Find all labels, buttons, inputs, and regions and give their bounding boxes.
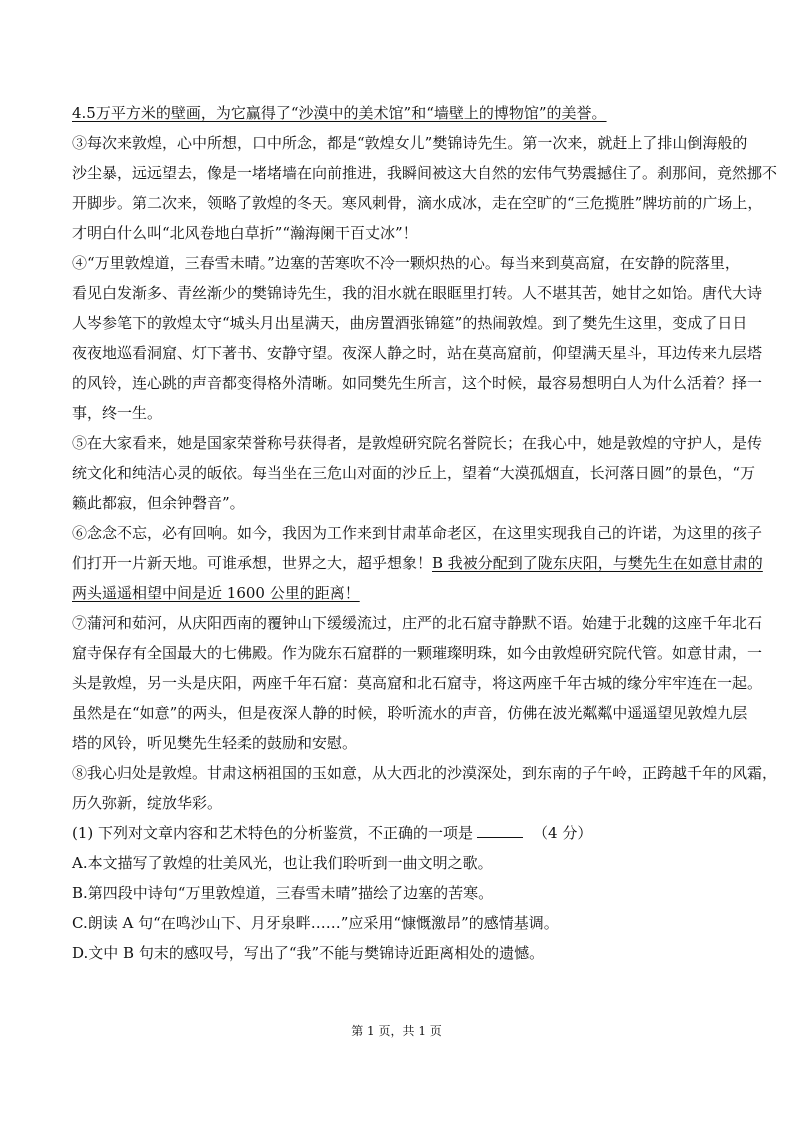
text-line: 籁此都寂，但余钟磬音”。 bbox=[72, 494, 245, 512]
text-line: 4.5万平方米的壁画，为它赢得了“沙漠中的美术馆”和“墙壁上的博物馆”的美誉。 bbox=[72, 104, 607, 122]
text-line: 统文化和纯洁心灵的皈依。每当坐在三危山对面的沙丘上，望着“大漠孤烟直，长河落日圆”的景色，“万 bbox=[72, 464, 756, 482]
option-b: B.第四段中诗句“万里敦煌道，三春雪未晴”描绘了边塞的苦寒。 bbox=[72, 884, 494, 902]
text-line: ⑧我心归处是敦煌。甘肃这柄祖国的玉如意，从大西北的沙漠深处，到东南的子午岭，正跨越千年的风霜， bbox=[72, 764, 778, 782]
text-line: 事，终一生。 bbox=[72, 404, 163, 422]
text-line: ⑤在大家看来，她是国家荣誉称号获得者，是敦煌研究院名誉院长；在我心中，她是敦煌的守护人，是传 bbox=[72, 434, 763, 452]
text-line: 夜夜地巡看洞窟、灯下著书、安静守望。夜深人静之时，站在莫高窟前，仰望满天星斗，耳边传来九层塔 bbox=[72, 344, 763, 362]
text-segment: ⑥念念不忘，必有回响。如今，我因为工作来到甘肃革命老区，在这里实现我自己的许诺，为这里的孩子 bbox=[72, 524, 763, 542]
text-line: ④“万里敦煌道，三春雪未晴。”边塞的苦寒吹不冷一颗炽热的心。每当来到莫高窟，在安静的院落里， bbox=[72, 254, 740, 272]
text-line: 才明白什么叫“北风卷地白草折”“瀚海阑干百丈冰”！ bbox=[72, 224, 418, 242]
option-c: C.朗读 A 句“在鸣沙山下、月牙泉畔……”应采用“慷慨激昂”的感情基调。 bbox=[72, 914, 559, 932]
answer-blank[interactable] bbox=[477, 823, 523, 838]
question-score: （4 分） bbox=[533, 824, 593, 842]
text-line: ⑦蒲河和茹河，从庆阳西南的覆钟山下缓缓流过，庄严的北石窟寺静默不语。始建于北魏的这座千年北石 bbox=[72, 614, 763, 632]
text-line: 头是敦煌，另一头是庆阳，两座千年石窟：莫高窟和北石窟寺，将这两座千年古城的缘分牢牢连在一起。 bbox=[72, 674, 763, 692]
sentence-b-underlined: B 我被分配到了陇东庆阳，与樊先生在如意甘肃的 bbox=[432, 554, 763, 572]
text-line bbox=[72, 518, 763, 548]
option-a: A.本文描写了敦煌的壮美风光，也让我们聆听到一曲文明之歌。 bbox=[72, 854, 493, 872]
text-line: ③每次来敦煌，心中所想，口中所念，都是“敦煌女儿”樊锦诗先生。第一次来，就赶上了排山倒海般的 bbox=[72, 134, 748, 152]
question-stem bbox=[72, 818, 720, 848]
page-footer: 第 1 页，共 1 页 bbox=[351, 1024, 442, 1038]
text-line: 看见白发渐多、青丝渐少的樊锦诗先生，我的泪水就在眼眶里打转。人不堪其苦，她甘之如饴。唐代大诗 bbox=[72, 284, 763, 302]
text-line: 沙尘暴，远远望去，像是一堵堵墙在向前推进，我瞬间被这大自然的宏伟气势震撼住了。刹那间，竟然挪不 bbox=[72, 164, 778, 182]
text-segment: 们打开一片新天地。可谁承想，世界之大，超乎想象！ bbox=[72, 554, 433, 572]
text-line: 开脚步。第二次来，领略了敦煌的冬天。寒风刺骨，滴水成冰，走在空旷的“三危揽胜”牌坊前的广场上， bbox=[72, 194, 763, 212]
option-d: D.文中 B 句末的感叹号，写出了“我”不能与樊锦诗近距离相处的遗憾。 bbox=[72, 944, 545, 962]
text-line: 窟寺保存有全国最大的七佛殿。作为陇东石窟群的一颗璀璨明珠，如今由敦煌研究院代管。如意甘肃，一 bbox=[72, 644, 763, 662]
document-body bbox=[72, 98, 778, 968]
sentence-b-underlined: 两头遥遥相望中间是近 1600 公里的距离！ bbox=[72, 584, 360, 602]
text-line: 塔的风铃，听见樊先生轻柔的鼓励和安慰。 bbox=[72, 734, 358, 752]
text-line bbox=[72, 548, 763, 578]
question-text: (1) 下列对文章内容和艺术特色的分析鉴赏，不正确的一项是 bbox=[72, 824, 474, 842]
text-line: 虽然是在“如意”的两头，但是夜深人静的时候，聆听流水的声音，仿佛在波光粼粼中遥遥望见敦煌九层 bbox=[72, 704, 748, 722]
text-line: 人岑参笔下的敦煌太守“城头月出星满天，曲房置酒张锦筵”的热闹敦煌。到了樊先生这里，变成了日日 bbox=[72, 314, 748, 332]
text-line: 历久弥新，绽放华彩。 bbox=[72, 794, 223, 812]
text-line: 的风铃，连心跳的声音都变得格外清晰。如同樊先生所言，这个时候，最容易想明白人为什么活着？择一 bbox=[72, 374, 763, 392]
